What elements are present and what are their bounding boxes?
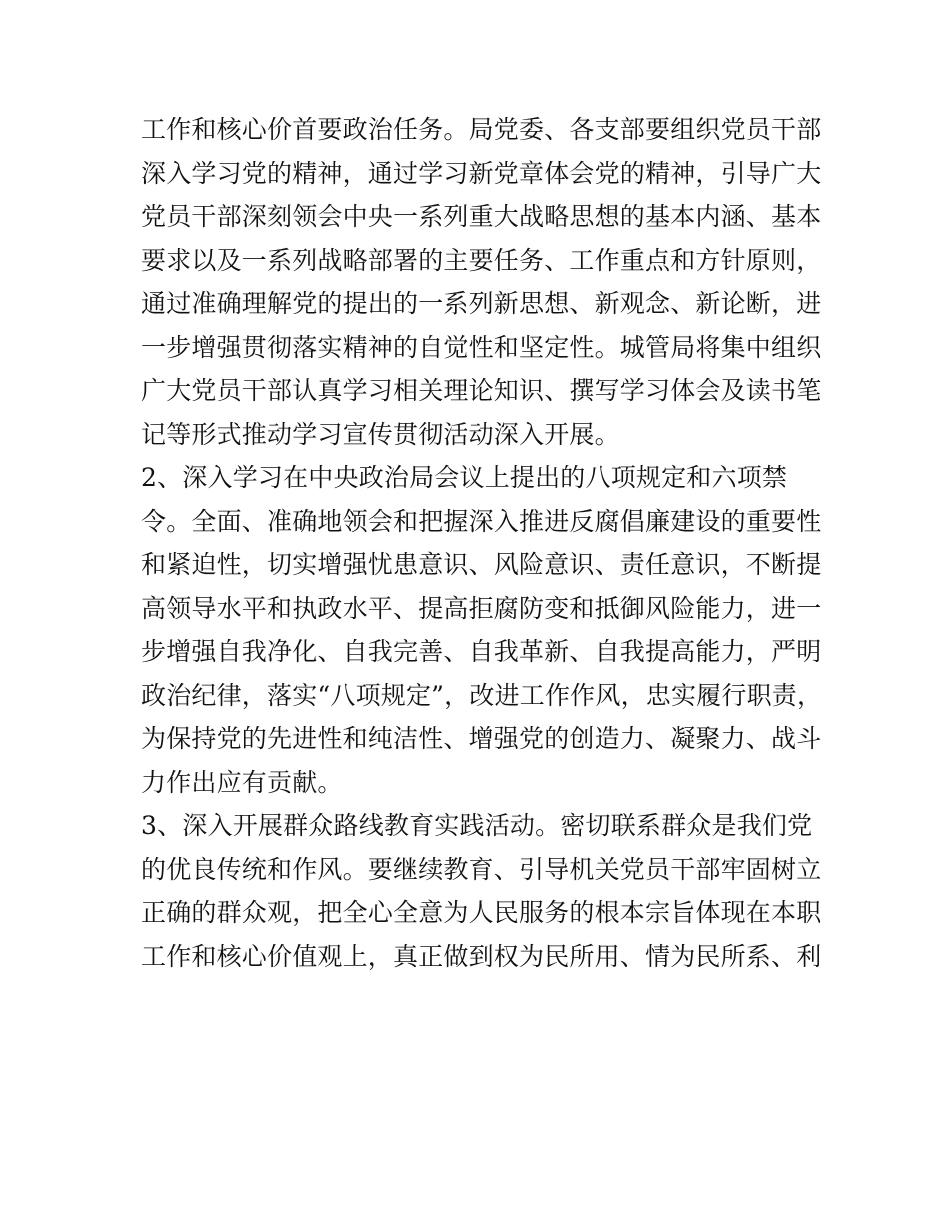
- text-line-2: 深入学习党的精神，通过学习新党章体会党的精神，引导广大: [141, 158, 822, 188]
- text-line-20: 工作和核心价值观上，真正做到权为民所用、情为民所系、利: [141, 941, 822, 971]
- text-line-18: 的优良传统和作风。要继续教育、引导机关党员干部牢固树立: [141, 854, 822, 884]
- text-line-13: 步增强自我净化、自我完善、自我革新、自我提高能力，严明: [141, 637, 822, 666]
- text-line-15: 为保持党的先进性和纯洁性、增强党的创造力、凝聚力、战斗: [141, 724, 822, 753]
- text-line-16: 力作出应有贡献。: [141, 767, 343, 797]
- text-line-8: 记等形式推动学习宣传贯彻活动深入开展。: [141, 419, 620, 449]
- text-line-17: 3、深入开展群众路线教育实践活动。密切联系群众是我们党: [141, 811, 813, 840]
- document-body: [141, 108, 821, 978]
- text-line-6: 一步增强贯彻落实精神的自觉性和坚定性。城管局将集中组织: [141, 332, 822, 362]
- text-line-1: 工作和核心价首要政治任务。局党委、各支部要组织党员干部: [141, 115, 822, 144]
- text-line-5: 通过准确理解党的提出的一系列新思想、新观念、新论断，进: [141, 289, 822, 318]
- text-line-12: 高领导水平和执政水平、提高拒腐防变和抵御风险能力，进一: [141, 593, 822, 623]
- text-line-9: 2、深入学习在中央政治局会议上提出的八项规定和六项禁: [141, 463, 788, 492]
- text-line-3: 党员干部深刻领会中央一系列重大战略思想的基本内涵、基本: [141, 202, 822, 231]
- text-line-7: 广大党员干部认真学习相关理论知识、撰写学习体会及读书笔: [141, 376, 822, 405]
- text-line-10: 令。全面、准确地领会和把握深入推进反腐倡廉建设的重要性: [141, 506, 822, 536]
- text-line-19: 正确的群众观，把全心全意为人民服务的根本宗旨体现在本职: [141, 898, 822, 927]
- text-line-11: 和紧迫性，切实增强忧患意识、风险意识、责任意识，不断提: [141, 550, 822, 579]
- text-line-14: 政治纪律，落实“八项规定”，改进工作作风，忠实履行职责，: [141, 680, 823, 710]
- text-line-4: 要求以及一系列战略部署的主要任务、工作重点和方针原则，: [141, 245, 822, 275]
